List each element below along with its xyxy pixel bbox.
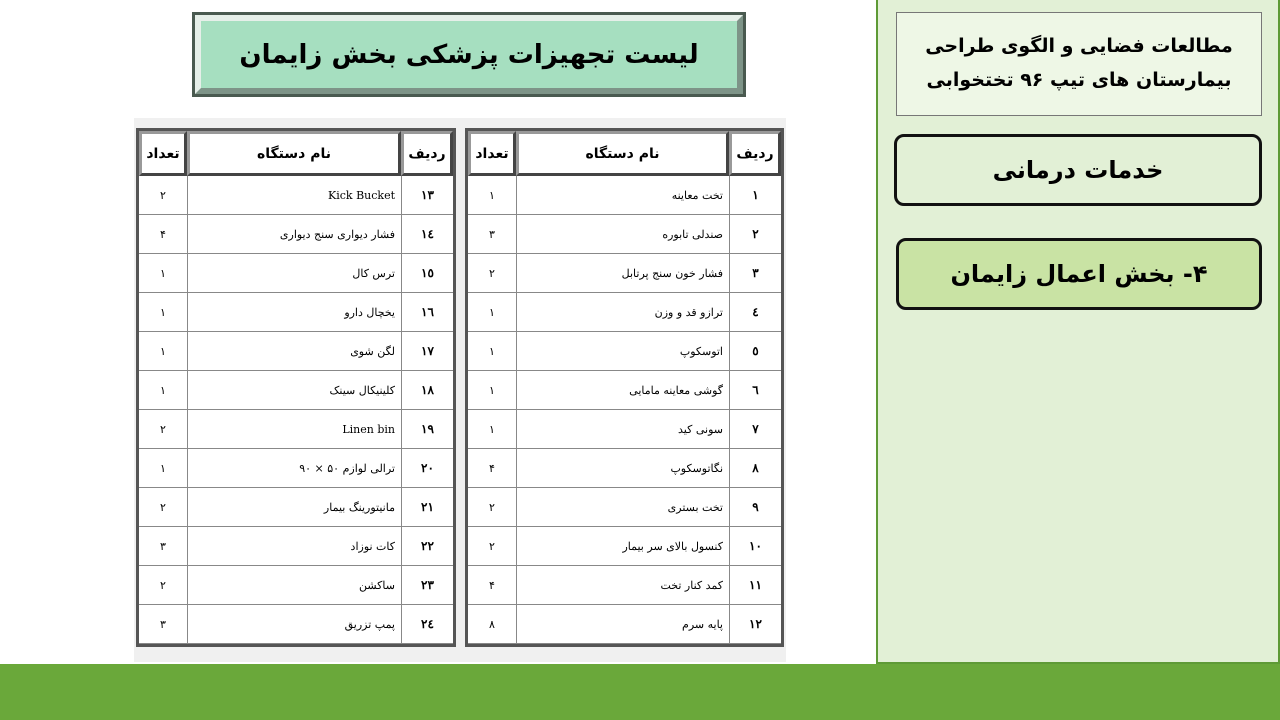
table-row <box>468 566 781 605</box>
device-name: ترازو قد و وزن <box>516 293 729 332</box>
device-name: صندلی تابوره <box>516 215 729 254</box>
device-count: ۱ <box>139 449 187 488</box>
row-number: ۱٦ <box>401 293 453 332</box>
device-count: ۲ <box>139 566 187 605</box>
row-number: ۱۹ <box>401 410 453 449</box>
device-name: کنسول بالای سر بیمار <box>516 527 729 566</box>
table-row <box>468 293 781 332</box>
device-count: ۲ <box>139 488 187 527</box>
row-number: ۱۳ <box>401 176 453 215</box>
table-row <box>468 176 781 215</box>
device-name: اتوسکوپ <box>516 332 729 371</box>
device-name: ترس کال <box>187 254 401 293</box>
table-row <box>139 293 453 332</box>
device-count: ۱ <box>468 176 516 215</box>
device-name: لگن شوی <box>187 332 401 371</box>
device-name: فشار خون سنج پرتابل <box>516 254 729 293</box>
table-row <box>468 488 781 527</box>
device-name: Linen bin <box>187 410 401 449</box>
table-row <box>139 566 453 605</box>
device-count: ۳ <box>139 605 187 644</box>
device-name: گوشی معاینه مامایی <box>516 371 729 410</box>
heading-line-2: بیمارستان های تیپ ۹۶ تختخوابی <box>926 69 1232 91</box>
table-row <box>139 371 453 410</box>
row-number: ۲۰ <box>401 449 453 488</box>
header-row: ردیف <box>401 131 453 176</box>
row-number: ۸ <box>729 449 781 488</box>
slide-title: لیست تجهیزات پزشکی بخش زایمان <box>195 15 743 94</box>
device-count: ۱ <box>468 410 516 449</box>
table-row <box>468 215 781 254</box>
table-row <box>468 605 781 644</box>
row-number: ۱٥ <box>401 254 453 293</box>
row-number: ۲۲ <box>401 527 453 566</box>
row-number: ۳ <box>729 254 781 293</box>
device-count: ۱ <box>468 371 516 410</box>
sidebar-panel <box>876 0 1280 664</box>
table-row <box>139 215 453 254</box>
table-row <box>468 371 781 410</box>
device-count: ۴ <box>468 566 516 605</box>
subsection-label: ۴- بخش اعمال زایمان <box>896 238 1262 310</box>
row-number: ۱۰ <box>729 527 781 566</box>
device-name: مانیتورینگ بیمار <box>187 488 401 527</box>
table-row <box>139 254 453 293</box>
heading-line-1: مطالعات فضایی و الگوی طراحی <box>925 35 1233 57</box>
header-name: نام دستگاه <box>187 131 401 176</box>
device-name: کمد کنار تخت <box>516 566 729 605</box>
device-name: فشار دیواری سنج دیواری <box>187 215 401 254</box>
device-name: کات نوزاد <box>187 527 401 566</box>
table-row <box>468 332 781 371</box>
table-row <box>139 449 453 488</box>
device-count: ۳ <box>139 527 187 566</box>
device-name: Kick Bucket <box>187 176 401 215</box>
device-name: پایه سرم <box>516 605 729 644</box>
device-name: تخت بستری <box>516 488 729 527</box>
device-count: ۱ <box>139 293 187 332</box>
row-number: ۲۱ <box>401 488 453 527</box>
row-number: ۱٤ <box>401 215 453 254</box>
device-name: ترالی لوازم ۵۰ × ۹۰ <box>187 449 401 488</box>
row-number: ۱ <box>729 176 781 215</box>
equipment-tables <box>134 118 786 662</box>
table-row <box>139 605 453 644</box>
slide-title-box <box>192 12 746 97</box>
sidebar-heading <box>896 12 1262 116</box>
device-count: ۲ <box>468 254 516 293</box>
row-number: ۱۷ <box>401 332 453 371</box>
row-number: ۷ <box>729 410 781 449</box>
table-row <box>468 410 781 449</box>
device-name: یخچال دارو <box>187 293 401 332</box>
device-count: ۸ <box>468 605 516 644</box>
device-count: ۴ <box>468 449 516 488</box>
row-number: ۱۲ <box>729 605 781 644</box>
row-number: ۹ <box>729 488 781 527</box>
row-number: ٦ <box>729 371 781 410</box>
device-name: پمپ تزریق <box>187 605 401 644</box>
device-count: ۱ <box>468 332 516 371</box>
row-number: ۲۳ <box>401 566 453 605</box>
device-count: ۳ <box>468 215 516 254</box>
footer-bar <box>0 664 1280 720</box>
device-count: ۲ <box>468 488 516 527</box>
device-name: تخت معاینه <box>516 176 729 215</box>
row-number: ۱۱ <box>729 566 781 605</box>
header-count: تعداد <box>468 131 516 176</box>
table-row <box>468 527 781 566</box>
device-count: ۱ <box>139 254 187 293</box>
section-label: خدمات درمانی <box>894 134 1262 206</box>
equipment-table-1 <box>465 128 784 647</box>
equipment-table-2 <box>136 128 456 647</box>
device-count: ۴ <box>139 215 187 254</box>
row-number: ٥ <box>729 332 781 371</box>
row-number: ۱۸ <box>401 371 453 410</box>
table-row <box>468 254 781 293</box>
device-count: ۱ <box>139 332 187 371</box>
table-header <box>139 131 453 176</box>
table-header <box>468 131 781 176</box>
device-count: ۲ <box>139 176 187 215</box>
row-number: ۲ <box>729 215 781 254</box>
table-row <box>139 410 453 449</box>
device-count: ۲ <box>139 410 187 449</box>
device-count: ۲ <box>468 527 516 566</box>
table-row <box>139 488 453 527</box>
header-count: تعداد <box>139 131 187 176</box>
header-name: نام دستگاه <box>516 131 729 176</box>
table-row <box>139 332 453 371</box>
device-count: ۱ <box>468 293 516 332</box>
table-row <box>468 449 781 488</box>
device-name: ساکشن <box>187 566 401 605</box>
device-name: سونی کید <box>516 410 729 449</box>
header-row: ردیف <box>729 131 781 176</box>
table-row <box>139 527 453 566</box>
device-name: کلینیکال سینک <box>187 371 401 410</box>
device-count: ۱ <box>139 371 187 410</box>
row-number: ٤ <box>729 293 781 332</box>
row-number: ۲٤ <box>401 605 453 644</box>
table-row <box>139 176 453 215</box>
device-name: نگاتوسکوپ <box>516 449 729 488</box>
